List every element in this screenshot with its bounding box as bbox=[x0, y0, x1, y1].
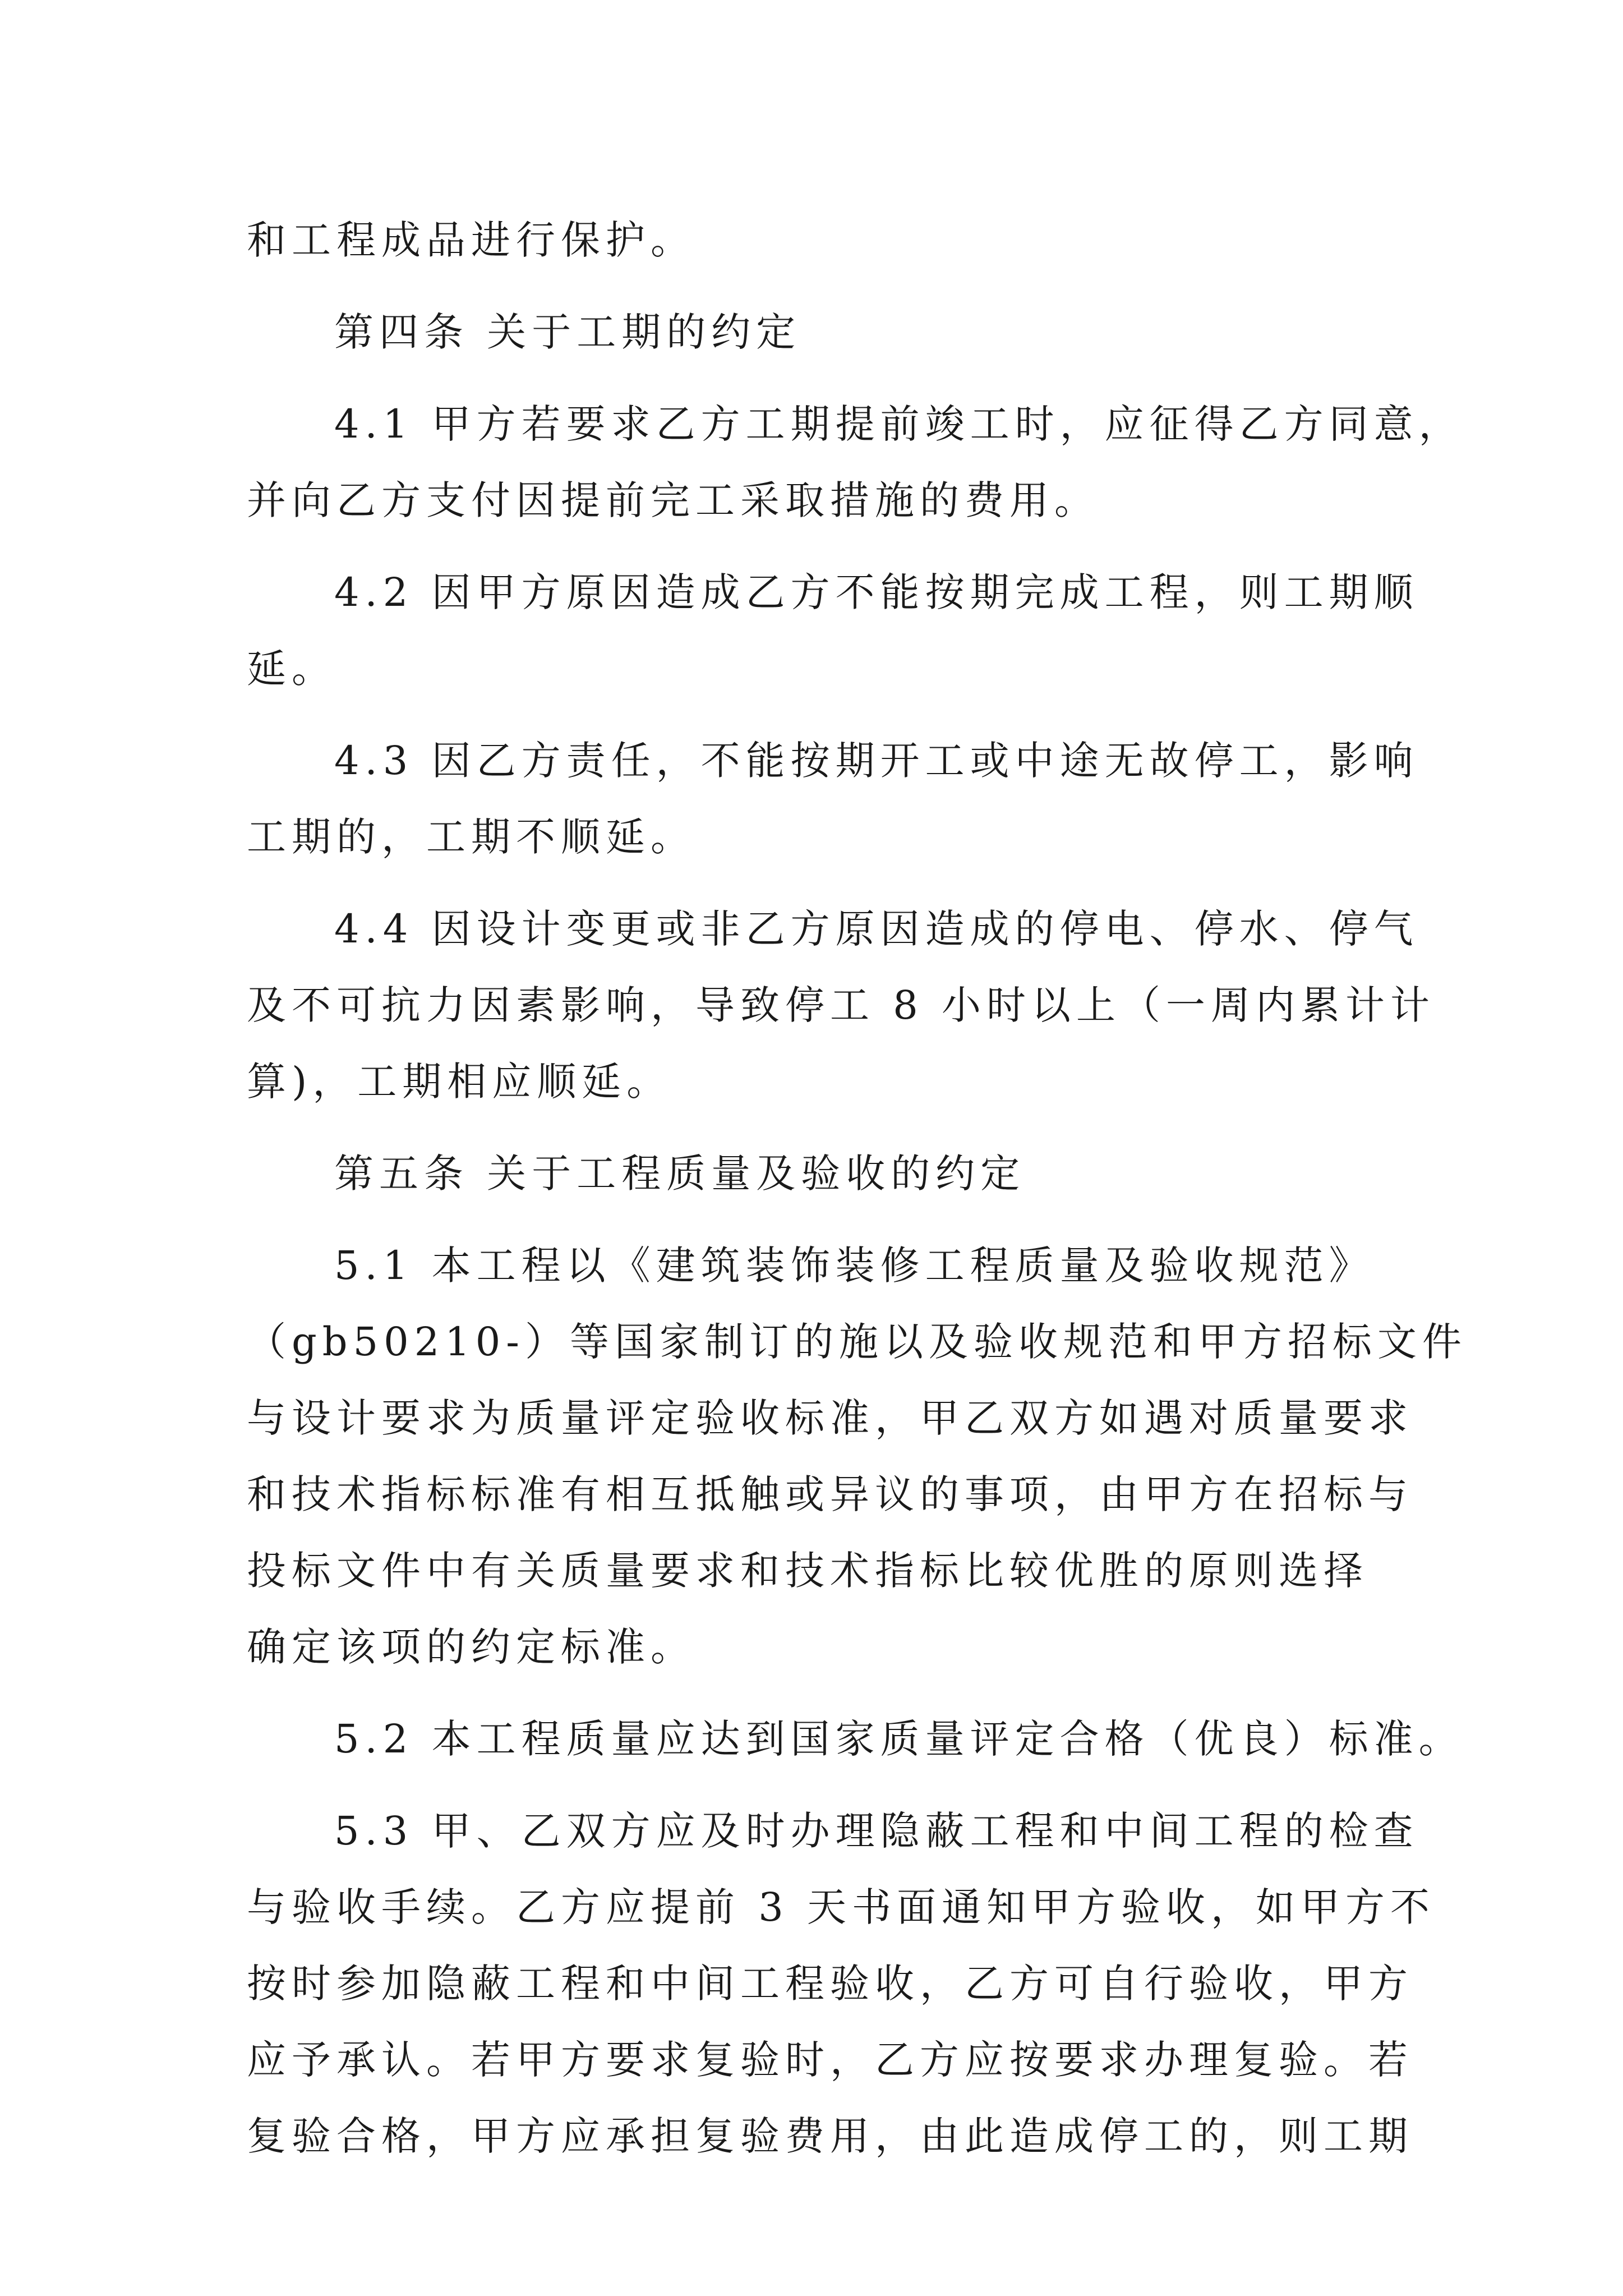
text-line: 4.3 因乙方责任，不能按期开工或中途无故停工，影响 bbox=[334, 738, 1419, 784]
text-line: 4.1 甲方若要求乙方工期提前竣工时，应征得乙方同意， bbox=[334, 401, 1464, 447]
text-line: 并向乙方支付因提前完工采取措施的费用。 bbox=[247, 477, 1099, 523]
text-line: 延。 bbox=[247, 646, 336, 692]
text-line: （gb50210-）等国家制订的施以及验收规范和甲方招标文件 bbox=[247, 1319, 1467, 1365]
text-line: 5.3 甲、乙双方应及时办理隐蔽工程和中间工程的检查 bbox=[334, 1808, 1419, 1854]
text-line: 和工程成品进行保护。 bbox=[247, 217, 695, 263]
section-heading: 第四条 关于工期的约定 bbox=[334, 309, 801, 355]
text-line: 与设计要求为质量评定验收标准，甲乙双方如遇对质量要求 bbox=[247, 1395, 1413, 1441]
text-line: 和技术指标标准有相互抵触或异议的事项，由甲方在招标与 bbox=[247, 1471, 1413, 1517]
text-line: 确定该项的约定标准。 bbox=[247, 1624, 695, 1670]
text-line: 复验合格，甲方应承担复验费用，由此造成停工的，则工期 bbox=[247, 2113, 1413, 2159]
text-line: 工期的，工期不顺延。 bbox=[247, 814, 695, 860]
text-line: 4.2 因甲方原因造成乙方不能按期完成工程，则工期顺 bbox=[334, 569, 1419, 615]
text-line: 按时参加隐蔽工程和中间工程验收，乙方可自行验收，甲方 bbox=[247, 1961, 1413, 2007]
text-line: 投标文件中有关质量要求和技术指标比较优胜的原则选择 bbox=[247, 1548, 1368, 1594]
section-heading: 第五条 关于工程质量及验收的约定 bbox=[334, 1151, 1026, 1197]
text-line: 4.4 因设计变更或非乙方原因造成的停电、停水、停气 bbox=[334, 906, 1419, 952]
text-line: 5.1 本工程以《建筑装饰装修工程质量及验收规范》 bbox=[334, 1243, 1374, 1289]
text-line: 及不可抗力因素影响，导致停工 8 小时以上（一周内累计计 bbox=[247, 982, 1436, 1028]
text-line: 算)，工期相应顺延。 bbox=[247, 1059, 672, 1105]
text-line: 与验收手续。乙方应提前 3 天书面通知甲方验收，如甲方不 bbox=[247, 1884, 1436, 1930]
document-body bbox=[247, 202, 1467, 2174]
text-line: 应予承认。若甲方要求复验时，乙方应按要求办理复验。若 bbox=[247, 2037, 1413, 2083]
text-line: 5.2 本工程质量应达到国家质量评定合格（优良）标准。 bbox=[334, 1716, 1464, 1762]
